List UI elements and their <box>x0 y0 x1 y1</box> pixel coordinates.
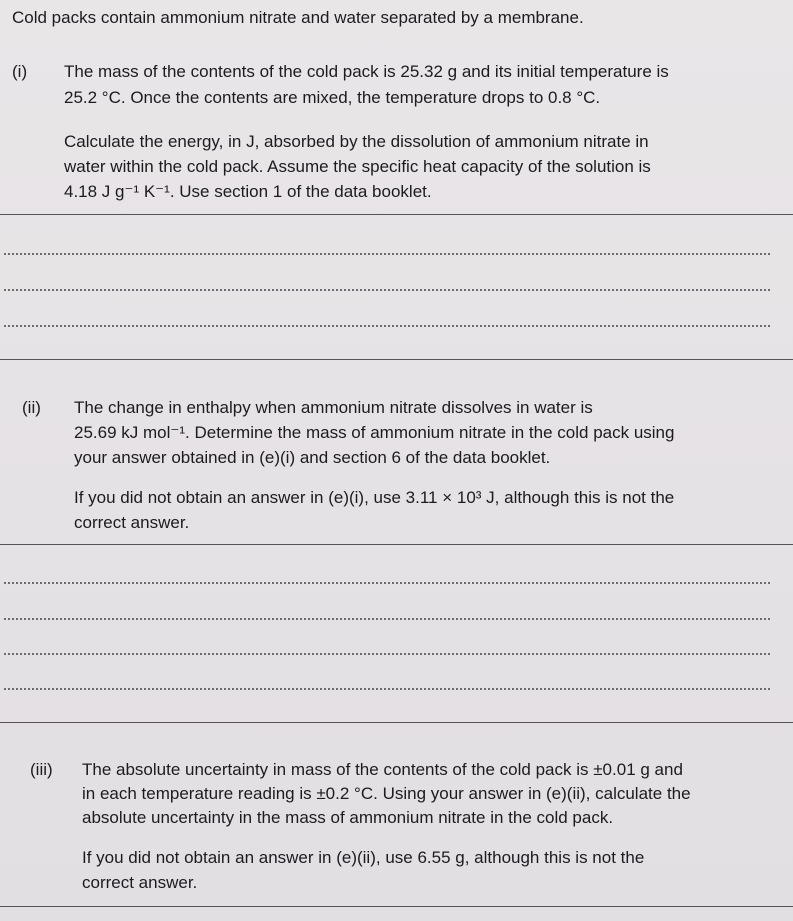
answer-line[interactable] <box>4 688 770 690</box>
answer-line[interactable] <box>4 289 770 291</box>
answer-line[interactable] <box>4 582 770 584</box>
answer-top-rule <box>0 906 793 907</box>
part-iii-line-1: The absolute uncertainty in mass of the contents of the cold pack is ±0.01 g and <box>82 760 683 779</box>
part-ii-line-1: The change in enthalpy when ammonium nitrate dissolves in water is <box>74 398 593 417</box>
answer-bottom-rule <box>0 359 793 360</box>
answer-bottom-rule <box>0 722 793 723</box>
part-ii-line-2: 25.69 kJ mol⁻¹. Determine the mass of ammonium nitrate in the cold pack using <box>74 423 675 442</box>
part-ii-line-4: If you did not obtain an answer in (e)(i), use 3.11 × 10³ J, although this is not the <box>74 488 675 507</box>
answer-top-rule <box>0 214 793 215</box>
intro-text: Cold packs contain ammonium nitrate and water separated by a membrane. <box>12 8 584 27</box>
part-iii-line-5: correct answer. <box>82 873 198 892</box>
answer-line[interactable] <box>4 653 770 655</box>
part-i-line-1: The mass of the contents of the cold pack is 25.32 g and its initial temperature is <box>64 62 669 81</box>
part-ii-line-3: your answer obtained in (e)(i) and section 6 of the data booklet. <box>74 448 551 467</box>
part-i-line-5: 4.18 J g⁻¹ K⁻¹. Use section 1 of the data booklet. <box>64 182 432 201</box>
part-i-line-2: 25.2 °C. Once the contents are mixed, the temperature drops to 0.8 °C. <box>64 88 601 107</box>
part-i-line-3: Calculate the energy, in J, absorbed by the dissolution of ammonium nitrate in <box>64 132 649 151</box>
answer-line[interactable] <box>4 325 770 327</box>
part-i-label: (i) <box>12 62 28 81</box>
part-iii-line-3: absolute uncertainty in the mass of ammonium nitrate in the cold pack. <box>82 808 614 827</box>
part-i-line-4: water within the cold pack. Assume the specific heat capacity of the solution is <box>64 157 651 176</box>
part-iii-label: (iii) <box>30 760 53 779</box>
part-iii-line-2: in each temperature reading is ±0.2 °C. Using your answer in (e)(ii), calculate the <box>82 784 691 803</box>
part-iii-line-4: If you did not obtain an answer in (e)(ii), use 6.55 g, although this is not the <box>82 848 645 867</box>
answer-top-rule <box>0 544 793 545</box>
answer-line[interactable] <box>4 618 770 620</box>
part-ii-line-5: correct answer. <box>74 513 190 532</box>
answer-line[interactable] <box>4 253 770 255</box>
part-ii-label: (ii) <box>22 398 41 417</box>
